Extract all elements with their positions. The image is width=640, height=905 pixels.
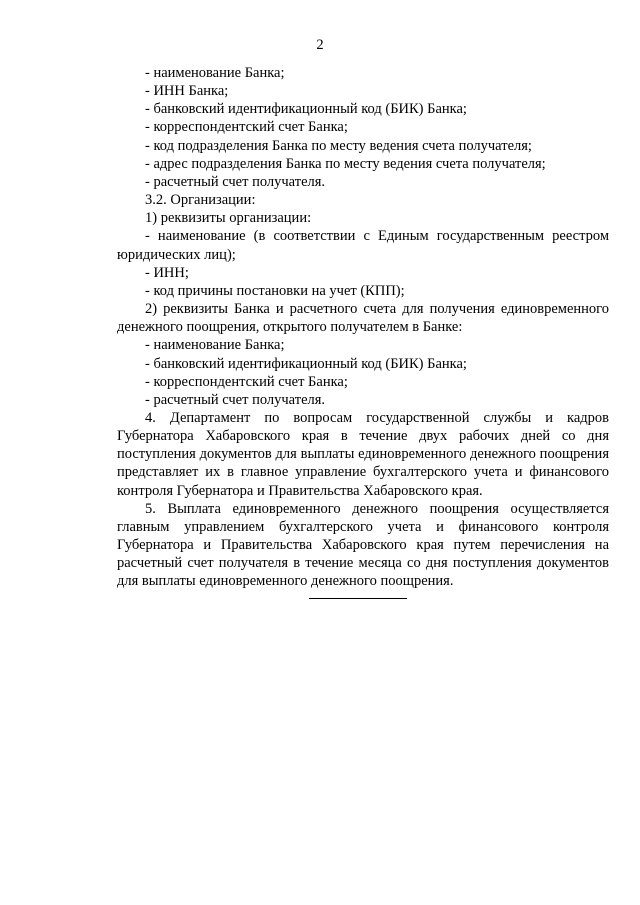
list-item-organization-inn: - ИНН;	[145, 264, 189, 281]
paragraph-item-4: 4. Департамент по вопросам государственной службы и кадров Губернатора Хабаровского края в течение двух рабочих дней со дня поступления документов для выплаты единовременного денежного поощрения представляет их в главное управление бухгалтерского учета и финансового контроля Губернатора и Правительства Хабаровского края.	[117, 409, 609, 499]
paragraph-item-5: 5. Выплата единовременного денежного поощрения осуществляется главным управлением бухгалтерского учета и финансового контроля Губернатора и Правительства Хабаровского края путем перечисления на расчетный счет получателя в течение месяца со дня поступления документов для выплаты единовременного денежного поощрения.	[117, 500, 609, 590]
list-item-organization-kpp: - код причины постановки на учет (КПП);	[145, 282, 405, 299]
list-item-recipient-account-2: - расчетный счет получателя.	[145, 391, 326, 408]
list-item-organization-name: - наименование (в соответствии с Единым государственным реестром юридических лиц);	[117, 228, 609, 263]
list-item-bank-name: - наименование Банка;	[145, 65, 285, 81]
list-item-bank-bik-2: - банковский идентификационный код (БИК) Банка;	[145, 355, 467, 372]
page-number: 2	[316, 37, 324, 53]
list-item-correspondent-account: - корреспондентский счет Банка;	[145, 119, 348, 136]
section-heading-organizations: 3.2. Организации:	[145, 192, 256, 209]
list-item-bank-inn: - ИНН Банка;	[145, 83, 229, 100]
list-item-bank-name-2: - наименование Банка;	[145, 337, 285, 354]
list-item-correspondent-account-2: - корреспондентский счет Банка;	[145, 373, 348, 390]
list-item-recipient-account: - расчетный счет получателя.	[145, 173, 326, 190]
document-body	[117, 64, 609, 591]
list-item-bank-division-address: - адрес подразделения Банка по месту ведения счета получателя;	[145, 155, 546, 172]
list-item-bank-bik: - банковский идентификационный код (БИК) Банка;	[145, 101, 467, 118]
subsection-bank-account-details: 2) реквизиты Банка и расчетного счета для получения единовременного денежного поощрения, открытого получателем в Банке:	[117, 301, 609, 336]
subsection-organization-details: 1) реквизиты организации:	[145, 210, 312, 227]
closing-divider-line	[309, 598, 407, 599]
list-item-bank-division-code: - код подразделения Банка по месту ведения счета получателя;	[145, 137, 532, 154]
